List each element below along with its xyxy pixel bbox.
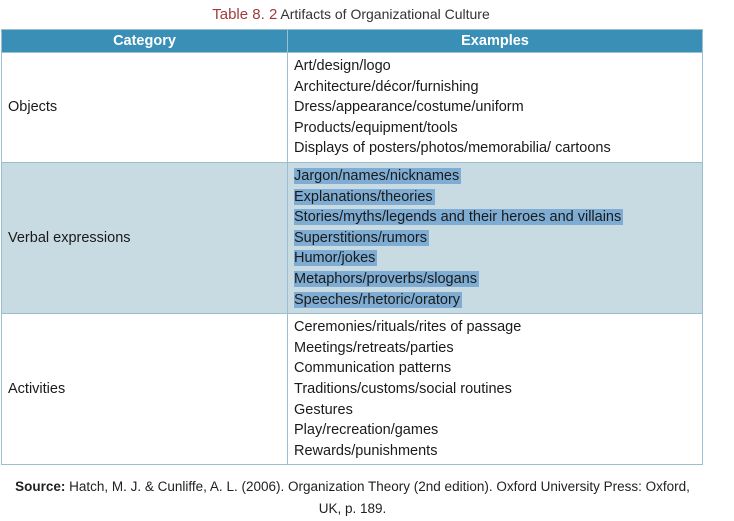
- example-item: [294, 228, 702, 249]
- source-citation: [0, 476, 705, 520]
- highlighted-text[interactable]: Stories/myths/legends and their heroes and villains: [294, 209, 622, 226]
- highlighted-text[interactable]: Metaphors/proverbs/slogans: [294, 270, 477, 287]
- table-row: [2, 162, 703, 313]
- table-number: Table 8. 2: [212, 6, 278, 23]
- examples-header: Examples: [288, 30, 703, 53]
- examples-cell: [288, 314, 703, 465]
- example-item: Dress/appearance/costume/uniform: [294, 99, 524, 116]
- highlighted-text[interactable]: Explanations/theories: [294, 188, 433, 205]
- highlighted-text[interactable]: Speeches/rhetoric/oratory: [294, 291, 461, 308]
- examples-cell: [288, 162, 703, 313]
- highlighted-text[interactable]: Superstitions/rumors: [294, 229, 427, 246]
- highlighted-text[interactable]: Humor/jokes: [294, 250, 376, 267]
- category-cell: Objects: [2, 53, 288, 163]
- example-item: Play/recreation/games: [294, 422, 439, 439]
- category-cell: Activities: [2, 314, 288, 465]
- header-row: [2, 30, 703, 53]
- example-item: Ceremonies/rituals/rites of passage: [294, 319, 522, 336]
- example-item: [294, 269, 702, 290]
- table-row: [2, 53, 703, 163]
- category-cell: Verbal expressions: [2, 162, 288, 313]
- example-item: [294, 166, 702, 187]
- example-item: [294, 207, 702, 228]
- example-item: Rewards/punishments: [294, 442, 438, 459]
- example-item: Architecture/décor/furnishing: [294, 78, 479, 95]
- example-item: Art/design/logo: [294, 58, 391, 74]
- source-label: Source:: [15, 479, 66, 494]
- example-item: Gestures: [294, 401, 353, 418]
- example-item: Meetings/retreats/parties: [294, 339, 454, 356]
- highlighted-text[interactable]: Jargon/names/nicknames: [294, 167, 460, 184]
- example-item: [294, 290, 702, 311]
- table-row: [2, 314, 703, 465]
- artifacts-table: [1, 29, 703, 465]
- example-item: [294, 187, 702, 208]
- example-item: Products/equipment/tools: [294, 119, 458, 136]
- table-caption: [0, 6, 702, 23]
- category-header: Category: [2, 30, 288, 53]
- examples-cell: [288, 53, 703, 163]
- example-item: Traditions/customs/social routines: [294, 380, 512, 397]
- source-text-line2: UK, p. 189.: [318, 501, 387, 516]
- example-item: Communication patterns: [294, 360, 452, 377]
- source-text-line1: Hatch, M. J. & Cunliffe, A. L. (2006). Organization Theory (2nd edition). Oxford University Press: Oxford,: [69, 479, 690, 494]
- example-item: Displays of posters/photos/memorabilia/ cartoons: [294, 140, 611, 157]
- example-item: [294, 248, 702, 269]
- table-title: Artifacts of Organizational Culture: [280, 6, 490, 22]
